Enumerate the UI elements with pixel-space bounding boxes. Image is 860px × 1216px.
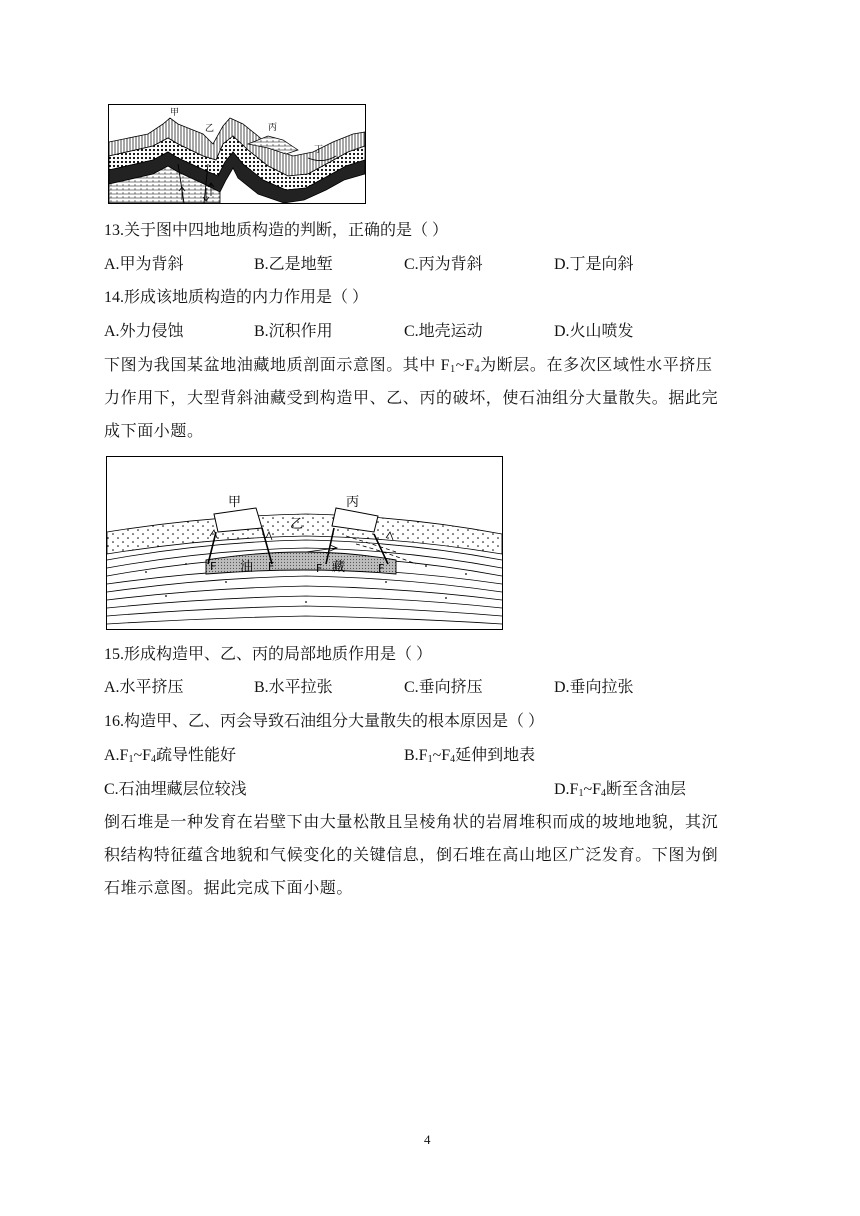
q16-option-a: $A.F_1\sim F_4$疏导性能好 [104, 747, 237, 765]
intro3-line3: 石堆示意图。据此完成下面小题。 [104, 880, 354, 897]
q13-option-a: A.甲为背斜 [104, 256, 184, 273]
intro2-line3: 成下面小题。 [104, 423, 204, 440]
figure2-label-yi: 乙 [290, 517, 304, 532]
q15-option-d: D.垂向拉张 [554, 679, 634, 696]
figure2-label-jia: 甲 [228, 495, 242, 510]
q16-stem: 16.构造甲、乙、丙会导致石油组分大量散失的根本原因是（ ） [104, 713, 545, 730]
figure1-label-jia: 甲 [170, 108, 180, 118]
figure1-label-yi: 乙 [205, 124, 215, 134]
figure2-label-you: 油 [240, 560, 254, 575]
intro2-line2: 力作用下，大型背斜油藏受到构造甲、乙、丙的破坏，使石油组分大量散失。据此完 [104, 390, 719, 407]
figure2-label-f4: F [378, 562, 385, 575]
q16-option-d: $D.F_1\sim F_4$断至含油层 [554, 781, 687, 799]
intro3-line2: 积结构特征蕴含地貌和气候变化的关键信息，倒石堆在高山地区广泛发育。下图为倒 [104, 847, 719, 864]
intro3-line1: 倒石堆是一种发育在岩壁下由大量松散且呈棱角状的岩屑堆积而成的坡地地貌，其沉 [104, 814, 719, 831]
q14-option-d: D.火山喷发 [554, 323, 634, 340]
q16-option-c: C.石油埋藏层位较浅 [104, 781, 247, 798]
figure2-label-f1: F [210, 560, 217, 573]
figure2-label-zang: 藏 [332, 560, 346, 575]
q14-option-b: B.沉积作用 [254, 323, 333, 340]
q14-stem: 14.形成该地质构造的内力作用是（ ） [104, 289, 369, 306]
q13-option-d: D.丁是向斜 [554, 256, 634, 273]
oil-reservoir-figure [106, 456, 503, 630]
geologic-structure-figure [108, 104, 366, 204]
q15-option-c: C.垂向挤压 [404, 679, 483, 696]
q14-option-a: A.外力侵蚀 [104, 323, 184, 340]
q15-stem: 15.形成构造甲、乙、丙的局部地质作用是（ ） [104, 646, 433, 663]
figure2-label-bing: 丙 [346, 495, 360, 510]
q13-stem: 13.关于图中四地地质构造的判断，正确的是（ ） [104, 222, 449, 239]
figure2-label-f3: F [316, 562, 323, 575]
figure1-label-bing: 丙 [268, 123, 278, 133]
q15-option-b: B.水平拉张 [254, 679, 333, 696]
intro2-line1: 下图为我国某盆地油藏地质剖面示意图。其中 $F_1\sim F_4$为断层。在多次区域性水平挤压 [104, 357, 713, 375]
q14-option-c: C.地壳运动 [404, 323, 483, 340]
q16-option-b: $B.F_1\sim F_4$延伸到地表 [404, 747, 536, 765]
q13-option-c: C.丙为背斜 [404, 256, 483, 273]
q15-option-a: A.水平挤压 [104, 679, 184, 696]
figure1-label-ding: 丁 [314, 145, 324, 155]
figure2-label-f2: F [268, 560, 275, 573]
page-number: 4 [424, 1132, 431, 1147]
q13-option-b: B.乙是地堑 [254, 256, 333, 273]
